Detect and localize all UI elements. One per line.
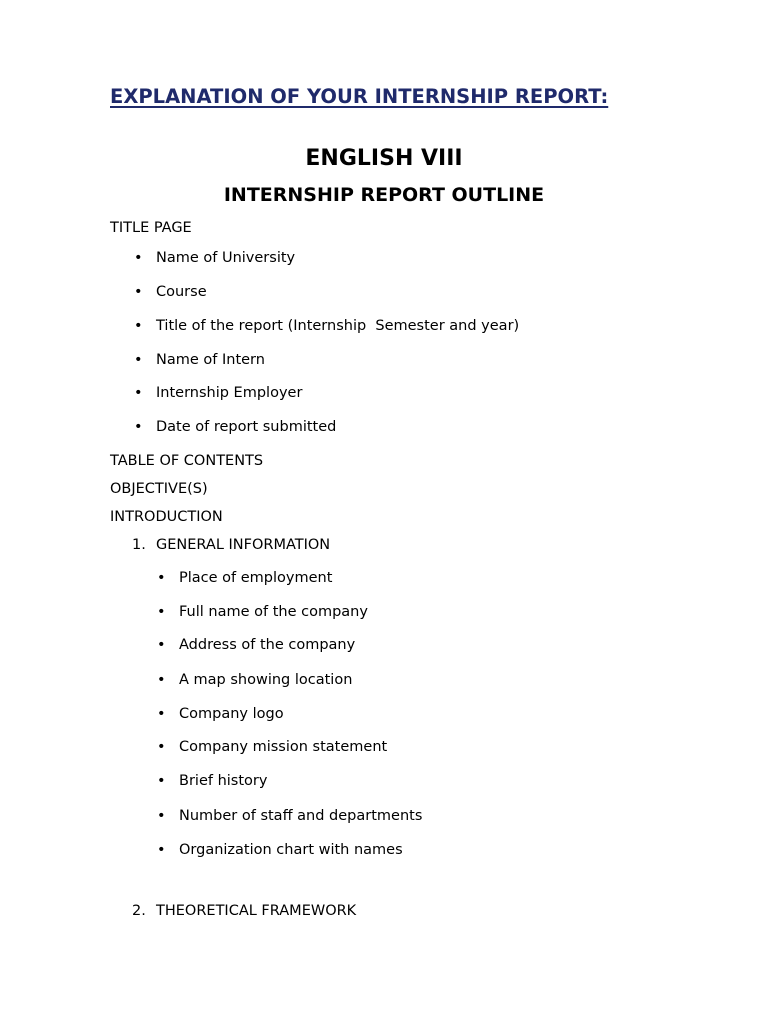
list-item-text: Place of employment [179, 570, 333, 586]
bullet-icon: • [157, 672, 166, 688]
bullet-icon: • [157, 773, 166, 789]
bullet-icon: • [134, 318, 143, 334]
explanation-heading: EXPLANATION OF YOUR INTERNSHIP REPORT: [110, 85, 609, 108]
section-label: GENERAL INFORMATION [156, 537, 331, 553]
list-item-text: Company logo [179, 706, 284, 722]
bullet-icon: • [157, 808, 166, 824]
list-item-text: Address of the company [179, 637, 356, 653]
outline-title: INTERNSHIP REPORT OUTLINE [223, 184, 545, 206]
bullet-icon: • [134, 385, 143, 401]
list-item-text: Internship Employer [156, 385, 303, 401]
bullet-icon: • [134, 284, 143, 300]
list-item-text: Name of University [156, 250, 296, 266]
section-label: THEORETICAL FRAMEWORK [156, 903, 357, 919]
list-item-text: A map showing location [179, 672, 353, 688]
bullet-icon: • [134, 250, 143, 266]
list-item-text: Organization chart with names [179, 842, 403, 858]
list-item-text: Title of the report (Internship Semester and year) [156, 318, 520, 334]
bullet-icon: • [157, 739, 166, 755]
bullet-icon: • [157, 570, 166, 586]
title-page-label: TITLE PAGE [110, 220, 192, 236]
list-item-text: Course [156, 284, 207, 300]
bullet-icon: • [134, 419, 143, 435]
bullet-icon: • [157, 604, 166, 620]
list-item-text: Full name of the company [179, 604, 368, 620]
section-number: 1. [132, 537, 146, 553]
bullet-icon: • [134, 352, 143, 368]
list-item-text: Number of staff and departments [179, 808, 423, 824]
bullet-icon: • [157, 637, 166, 653]
list-item-text: Name of Intern [156, 352, 265, 368]
course-title: ENGLISH VIII [305, 146, 463, 171]
list-item-text: Company mission statement [179, 739, 388, 755]
introduction-label: INTRODUCTION [110, 509, 223, 525]
toc-label: TABLE OF CONTENTS [110, 453, 264, 469]
objectives-label: OBJECTIVE(S) [110, 481, 208, 497]
bullet-icon: • [157, 706, 166, 722]
bullet-icon: • [157, 842, 166, 858]
list-item-text: Date of report submitted [156, 419, 337, 435]
section-number: 2. [132, 903, 146, 919]
list-item-text: Brief history [179, 773, 268, 789]
